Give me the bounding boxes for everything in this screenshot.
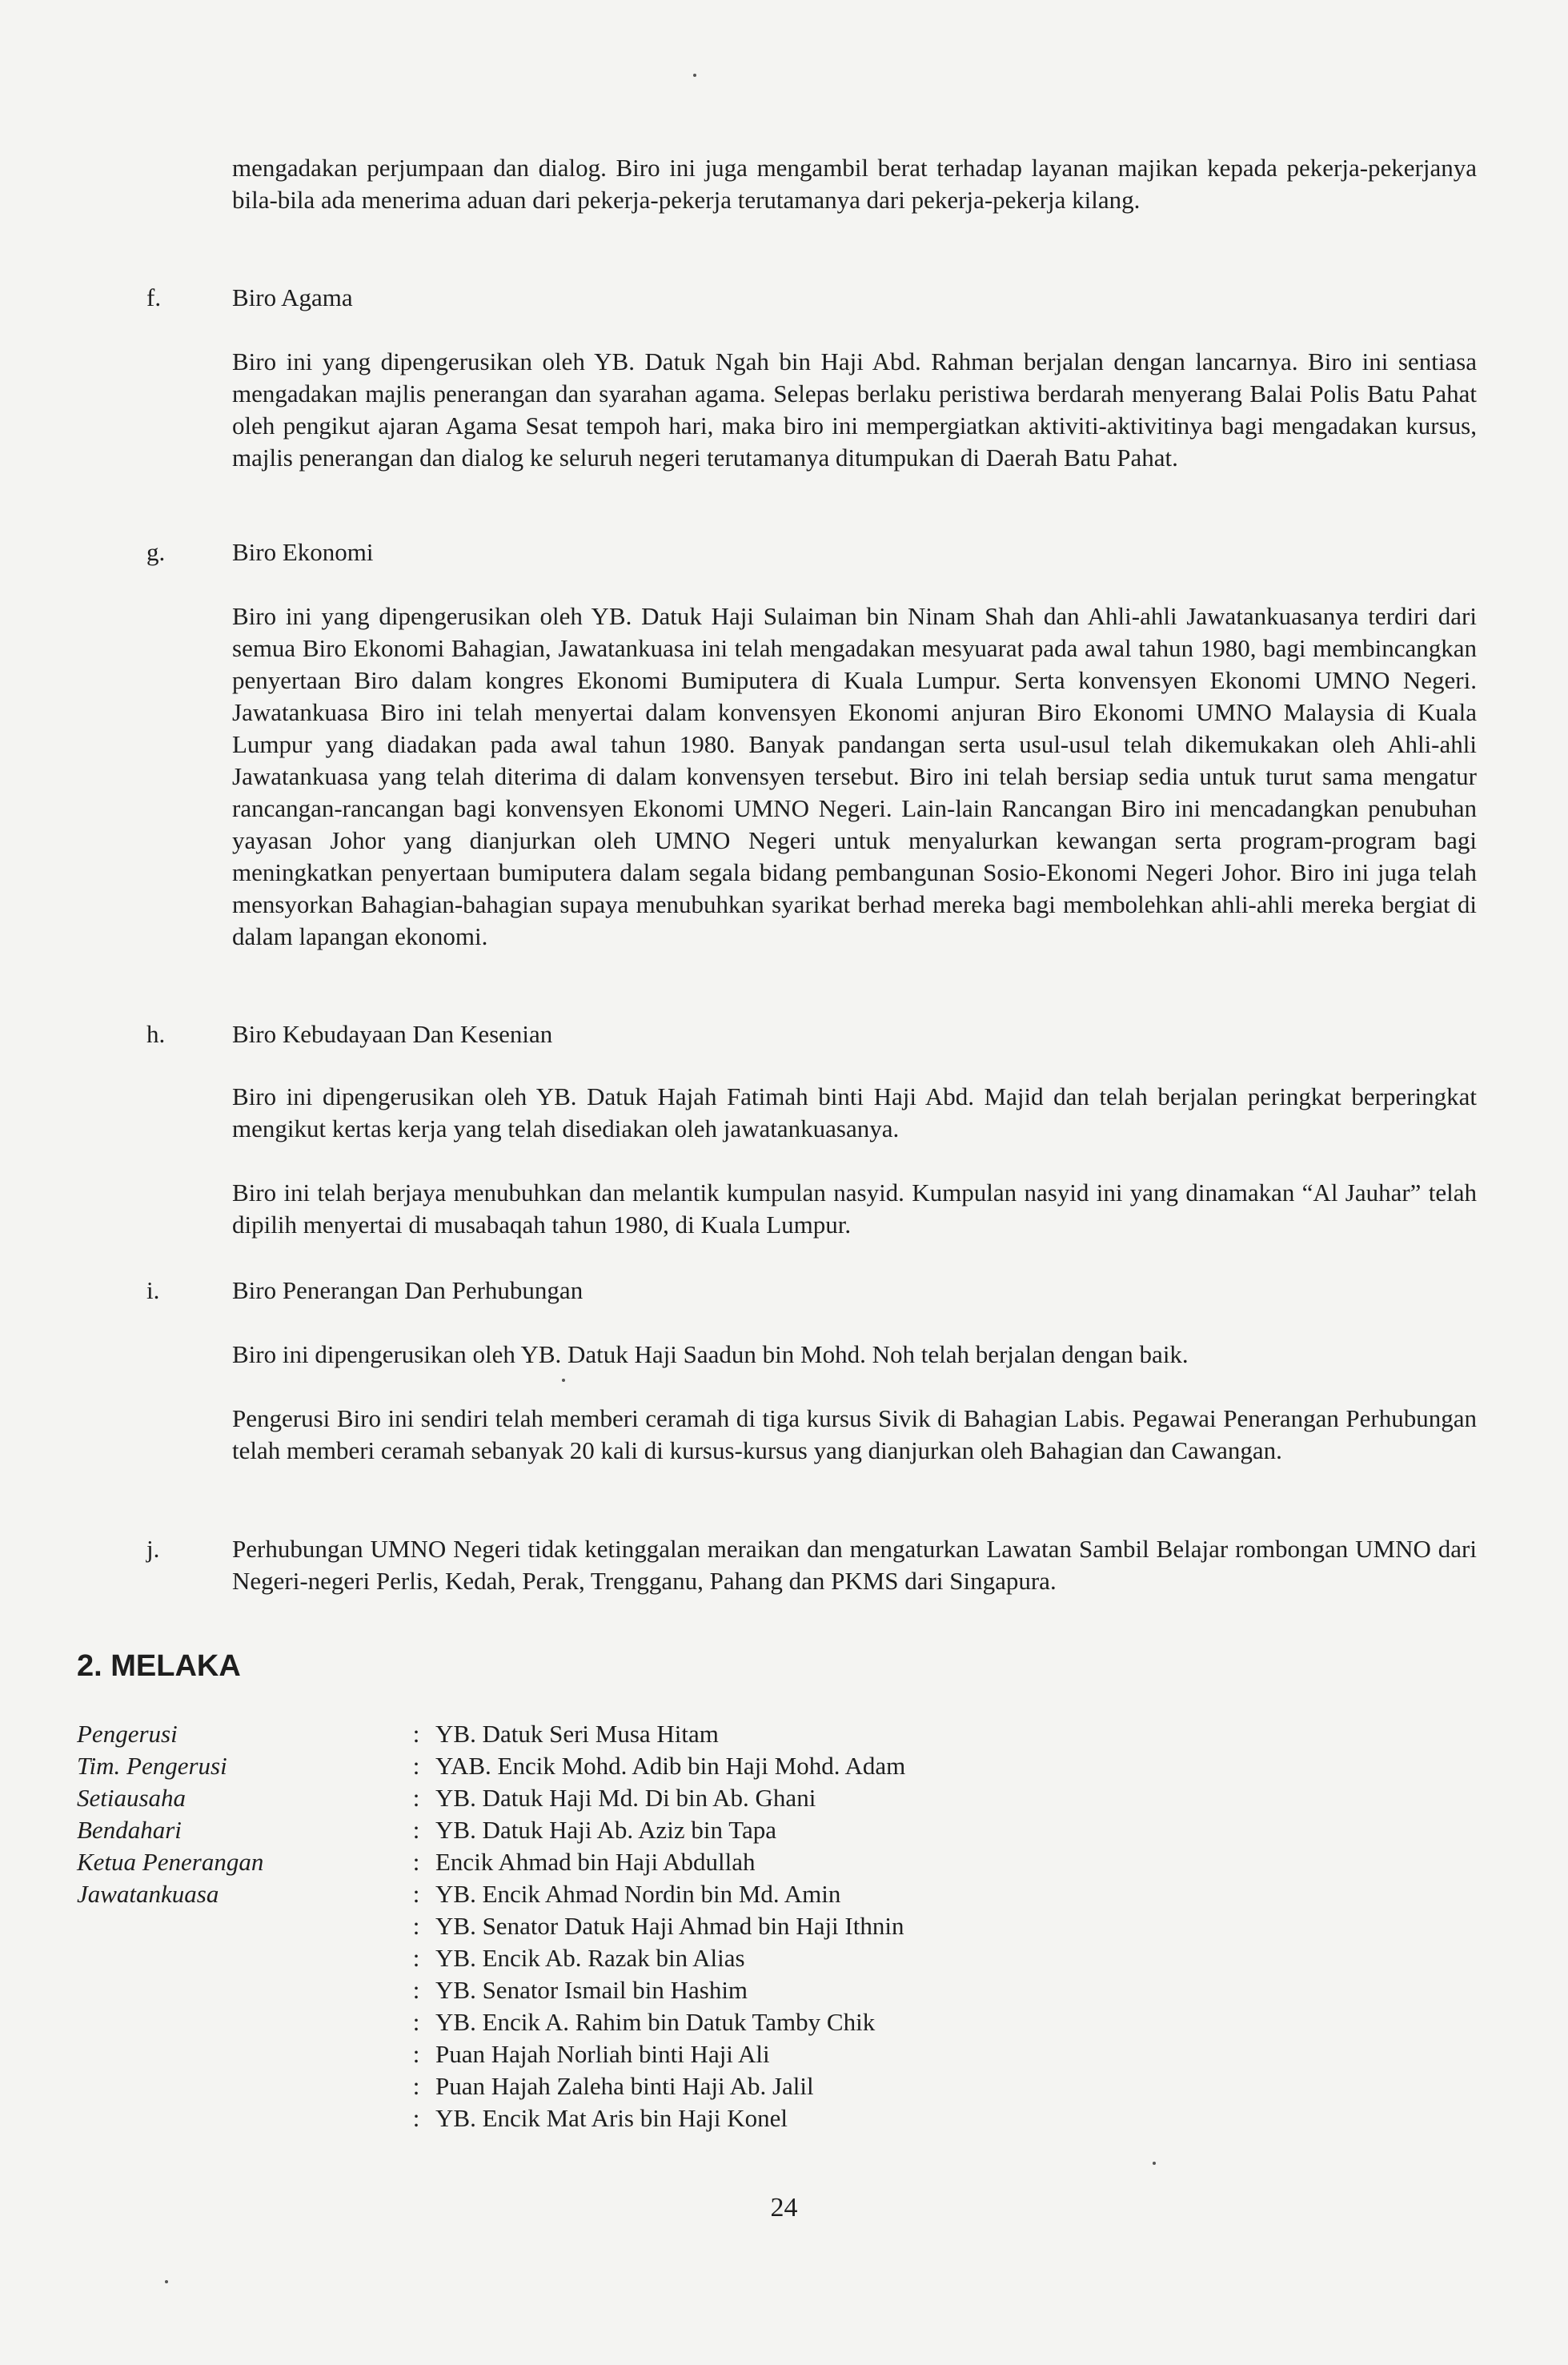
roster-role <box>77 1942 397 1974</box>
roster-role <box>77 2070 397 2102</box>
roster-member: YB. Datuk Haji Ab. Aziz bin Tapa <box>435 1816 777 1844</box>
roster-member: YB. Encik A. Rahim bin Datuk Tamby Chik <box>435 2008 876 2036</box>
roster-role <box>77 2102 397 2134</box>
roster-role <box>77 2006 397 2038</box>
section-i-heading: Biro Penerangan Dan Perhubungan <box>232 1276 583 1304</box>
roster-role <box>77 2038 397 2070</box>
section-f-paragraph: Biro ini yang dipengerusikan oleh YB. Datuk Ngah bin Haji Abd. Rahman berjalan dengan lancarnya. Biro ini sentiasa mengadakan majlis penerangan dan syarahan agama. Selepas berlaku peristiwa berdarah menyerang Balai Polis Batu Pahat oleh pengikut ajaran Agama Sesat tempoh hari, maka biro ini mempergiatkan aktiviti-aktivitinya bagi mengadakan kursus, majlis penerangan dan dialog ke seluruh negeri terutamanya ditumpukan di Daerah Batu Pahat. <box>232 347 1477 472</box>
roster-row <box>77 1974 1518 2006</box>
roster-role <box>77 1974 397 2006</box>
roster-member: YB. Encik Mat Aris bin Haji Konel <box>435 2104 788 2132</box>
section-h-heading: Biro Kebudayaan Dan Kesenian <box>232 1020 553 1048</box>
section-f-heading: Biro Agama <box>232 283 353 311</box>
section-g-heading: Biro Ekonomi <box>232 538 374 566</box>
roster-row <box>77 2102 1518 2134</box>
section-g-letter: g. <box>146 538 166 566</box>
roster-member: YB. Senator Ismail bin Hashim <box>435 1976 748 2004</box>
roster-row <box>77 1910 1518 1942</box>
roster-colon: : <box>412 1976 420 2004</box>
roster-role: Pengerusi <box>77 1720 178 1748</box>
roster-colon: : <box>412 2008 420 2036</box>
scan-speck <box>1153 2162 1156 2165</box>
roster-row <box>77 2006 1518 2038</box>
section-g-paragraph: Biro ini yang dipengerusikan oleh YB. Datuk Haji Sulaiman bin Ninam Shah dan Ahli-ahli Jawatankuasanya terdiri dari semua Biro Ekonomi Bahagian, Jawatankuasa ini telah mengadakan mesyuarat pada awal tahun 1980, bagi membincangkan penyertaan Biro dalam kongres Ekonomi Bumiputera di Kuala Lumpur. Serta konvensyen Ekonomi UMNO Negeri. Jawatankuasa Biro ini telah menyertai dalam konvensyen Ekonomi anjuran Biro Ekonomi UMNO Malaysia di Kuala Lumpur yang diadakan pada awal tahun 1980. Banyak pandangan serta usul-usul telah dikemukakan oleh Ahli-ahli Jawatankuasa yang telah diterima di dalam konvensyen tersebut. Biro ini telah bersiap sedia untuk turut sama mengatur rancangan-rancangan bagi konvensyen Ekonomi UMNO Negeri. Lain-lain Rancangan Biro ini mencadangkan penubuhan yayasan Johor yang dianjurkan oleh UMNO Negeri untuk menyalurkan kewangan serta program-program bagi meningkatkan penyertaan bumiputera dalam segala bidang pembangunan Sosio-Ekonomi Negeri Johor. Biro ini juga telah mensyorkan Bahagian-bahagian supaya menubuhkan syarikat berhad mereka bagi membolehkan ahli-ahli mereka bergiat di dalam lapangan ekonomi. <box>232 602 1477 950</box>
section-h-paragraph-2: Biro ini telah berjaya menubuhkan dan melantik kumpulan nasyid. Kumpulan nasyid ini yang dinamakan “Al Jauhar” telah dipilih menyertai di musabaqah tahun 1980, di Kuala Lumpur. <box>232 1178 1477 1239</box>
scan-speck <box>693 74 696 77</box>
roster-role <box>77 1910 397 1942</box>
roster-role: Tim. Pengerusi <box>77 1752 227 1780</box>
roster-member: YB. Datuk Haji Md. Di bin Ab. Ghani <box>435 1784 816 1812</box>
roster-member: YB. Encik Ab. Razak bin Alias <box>435 1944 745 1972</box>
roster-row <box>77 1814 1518 1846</box>
roster-colon: : <box>412 1784 420 1812</box>
roster-colon: : <box>412 2040 420 2068</box>
scan-speck <box>562 1379 565 1382</box>
roster-colon: : <box>412 1752 420 1780</box>
section-i-letter: i. <box>146 1276 160 1304</box>
section-i-paragraph-2: Pengerusi Biro ini sendiri telah memberi ceramah di tiga kursus Sivik di Bahagian Labis. Pegawai Penerangan Perhubungan telah memberi ceramah sebanyak 20 kali di kursus-kursus yang dianjurkan oleh Bahagian dan Cawangan. <box>232 1404 1477 1464</box>
roster-row <box>77 1718 1518 1750</box>
roster-row <box>77 1750 1518 1782</box>
roster-role: Ketua Penerangan <box>77 1848 264 1876</box>
page-number: 24 <box>770 2193 798 2222</box>
roster-colon: : <box>412 1944 420 1972</box>
roster-member: YB. Encik Ahmad Nordin bin Md. Amin <box>435 1880 841 1908</box>
roster-row <box>77 1846 1518 1878</box>
section-h-paragraph-1: Biro ini dipengerusikan oleh YB. Datuk Hajah Fatimah binti Haji Abd. Majid dan telah berjalan peringkat berperingkat mengikut kertas kerja yang telah disediakan oleh jawatankuasanya. <box>232 1082 1477 1142</box>
roster-member: Puan Hajah Zaleha binti Haji Ab. Jalil <box>435 2072 814 2100</box>
roster-member: YB. Senator Datuk Haji Ahmad bin Haji Ithnin <box>435 1912 904 1940</box>
roster-member: Puan Hajah Norliah binti Haji Ali <box>435 2040 770 2068</box>
roster-role: Setiausaha <box>77 1784 186 1812</box>
roster-colon: : <box>412 1848 420 1876</box>
roster-member: YAB. Encik Mohd. Adib bin Haji Mohd. Adam <box>435 1752 906 1780</box>
roster-colon: : <box>412 2072 420 2100</box>
scan-speck <box>165 2280 168 2283</box>
roster-row <box>77 1782 1518 1814</box>
melaka-roster <box>77 1718 1518 2134</box>
section-i-paragraph-1: Biro ini dipengerusikan oleh YB. Datuk Haji Saadun bin Mohd. Noh telah berjalan dengan baik. <box>232 1340 1189 1368</box>
section-h-letter: h. <box>146 1020 166 1048</box>
section-j-paragraph: Perhubungan UMNO Negeri tidak ketinggalan meraikan dan mengaturkan Lawatan Sambil Belajar rombongan UMNO dari Negeri-negeri Perlis, Kedah, Perak, Trengganu, Pahang dan PKMS dari Singapura. <box>232 1535 1477 1595</box>
roster-colon: : <box>412 2104 420 2132</box>
roster-colon: : <box>412 1880 420 1908</box>
roster-role: Jawatankuasa <box>77 1880 219 1908</box>
roster-colon: : <box>412 1912 420 1940</box>
section-f-letter: f. <box>146 283 162 311</box>
roster-row <box>77 1942 1518 1974</box>
roster-row <box>77 2038 1518 2070</box>
intro-paragraph: mengadakan perjumpaan dan dialog. Biro ini juga mengambil berat terhadap layanan majikan kepada pekerja-pekerjanya bila-bila ada menerima aduan dari pekerja-pekerja terutamanya dari pekerja-pekerja kilang. <box>232 154 1477 214</box>
roster-member: Encik Ahmad bin Haji Abdullah <box>435 1848 756 1876</box>
roster-colon: : <box>412 1720 420 1748</box>
roster-colon: : <box>412 1816 420 1844</box>
roster-member: YB. Datuk Seri Musa Hitam <box>435 1720 719 1748</box>
roster-row <box>77 2070 1518 2102</box>
roster-row <box>77 1878 1518 1910</box>
section-j-letter: j. <box>146 1535 160 1563</box>
roster-role: Bendahari <box>77 1816 182 1844</box>
melaka-heading: 2. MELAKA <box>77 1649 241 1683</box>
